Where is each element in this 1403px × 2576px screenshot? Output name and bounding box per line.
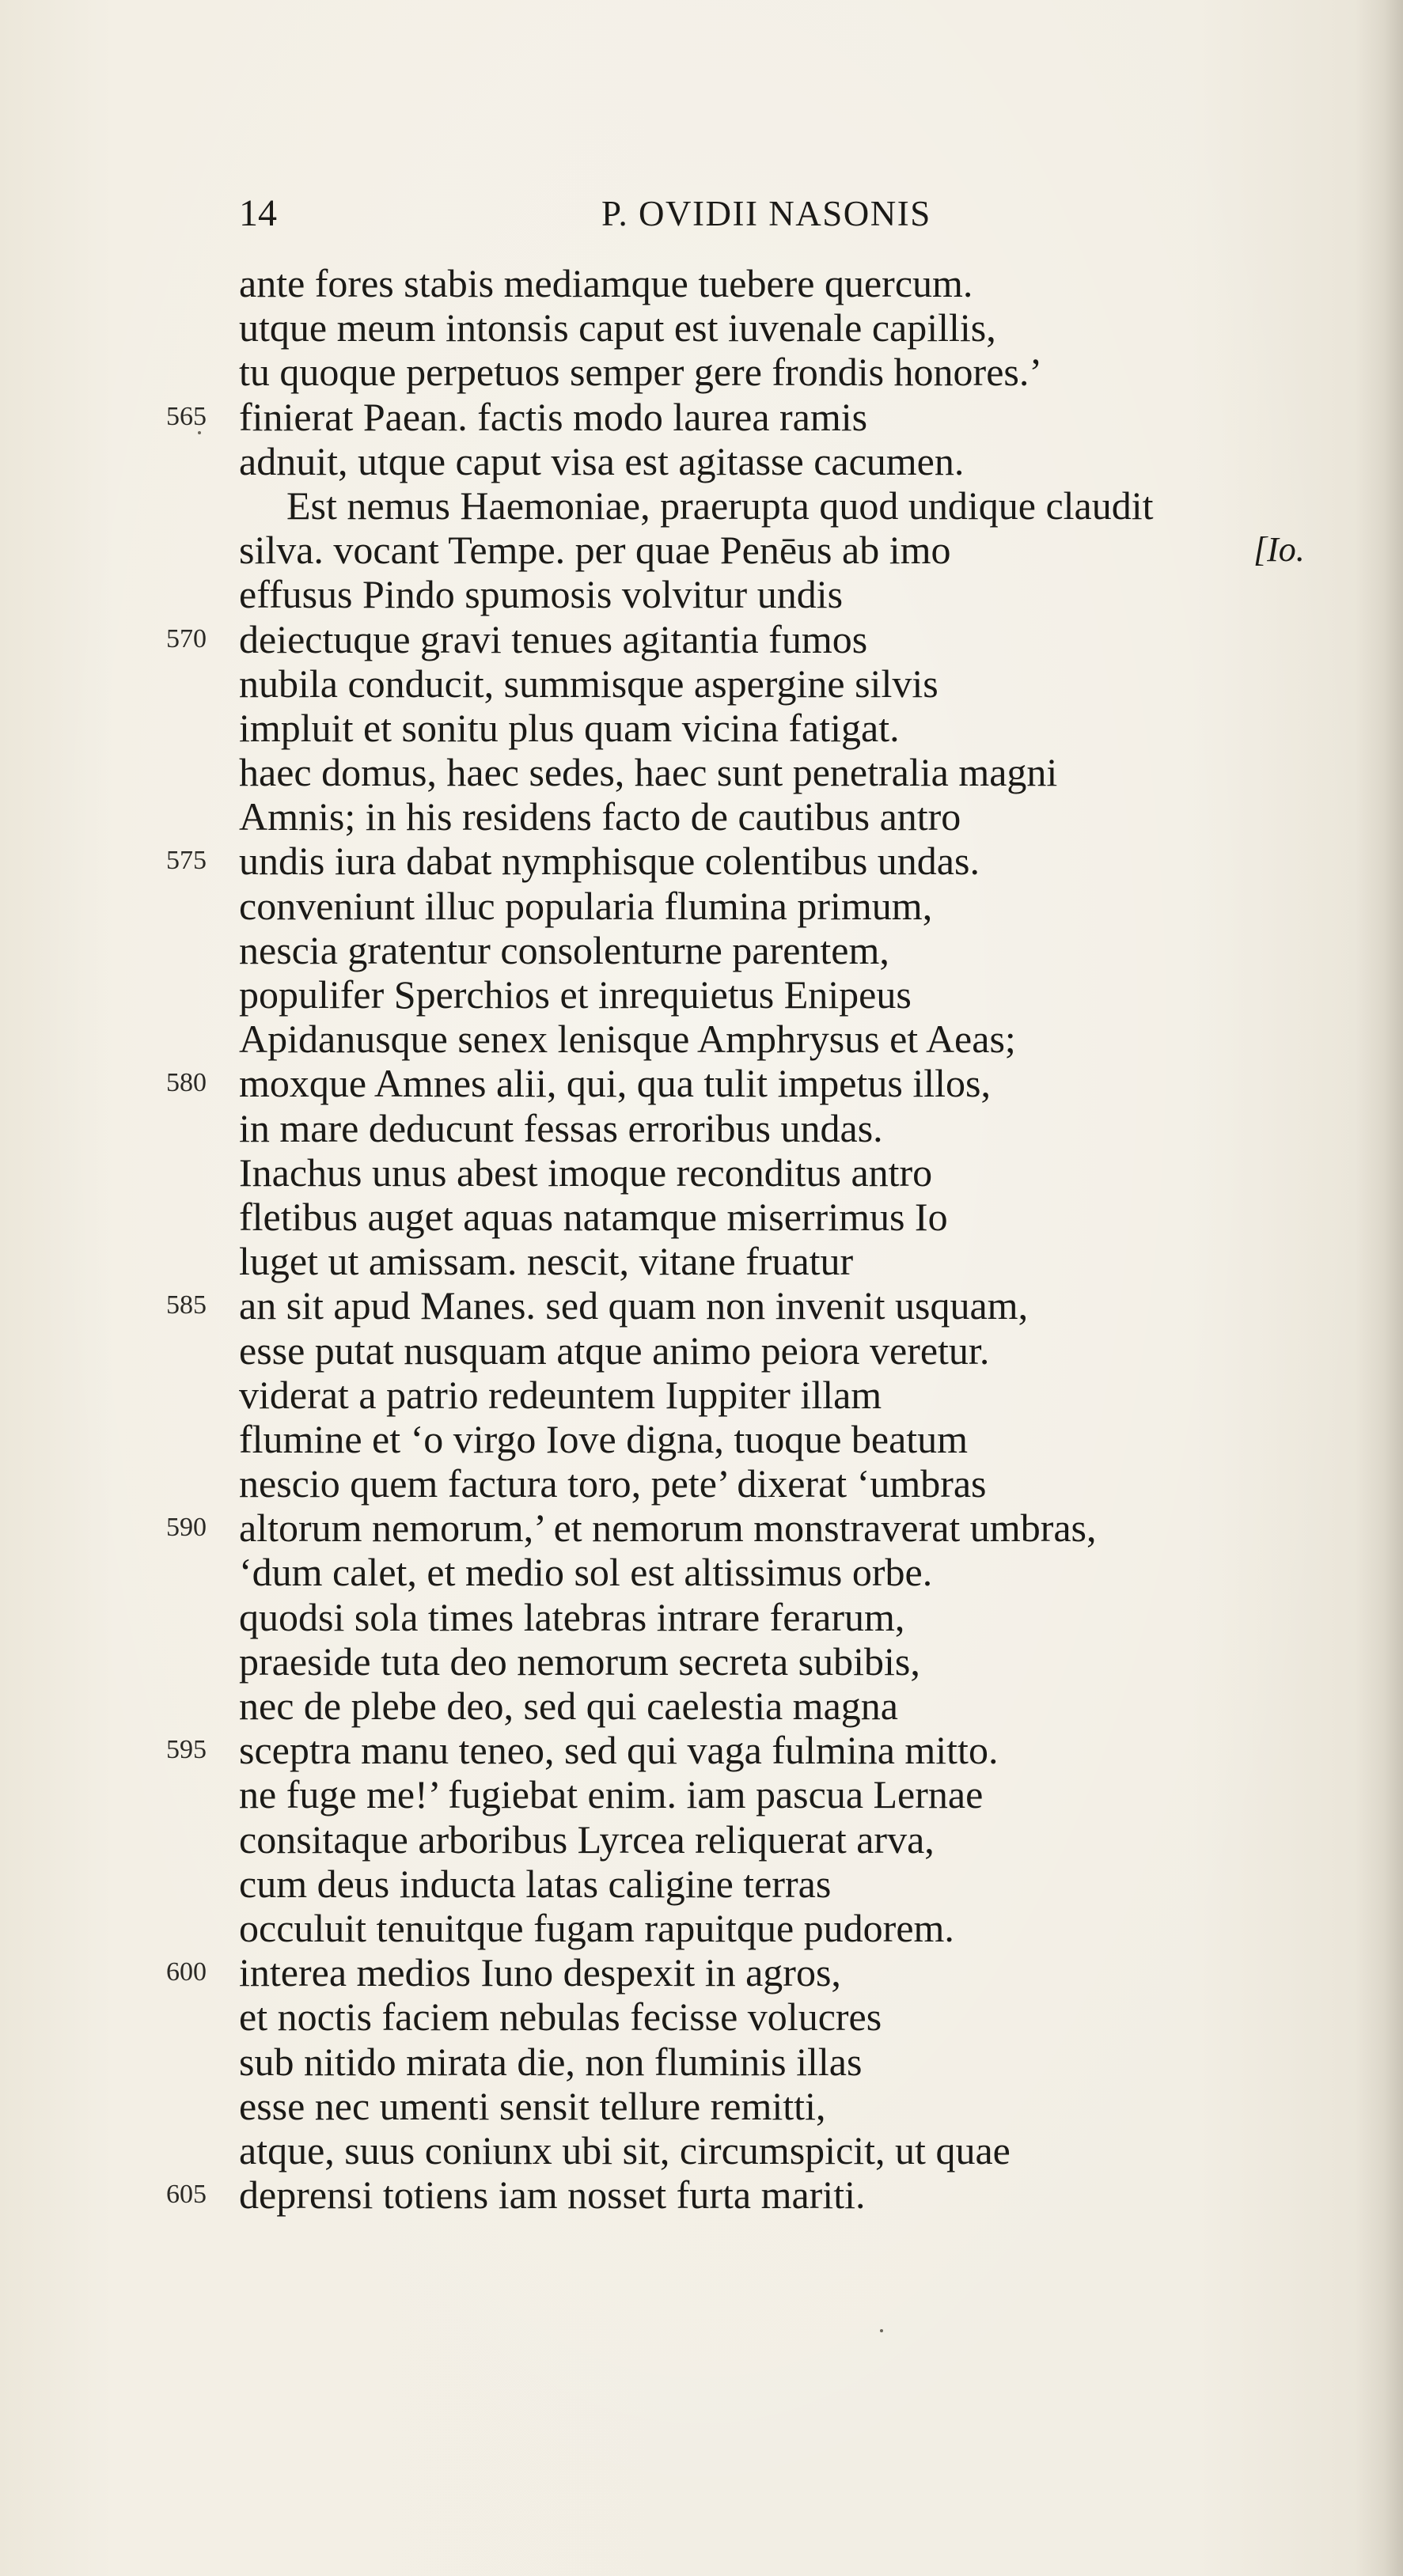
verse-text: Est nemus Haemoniae, praerupta quod undique claudit — [286, 483, 1154, 528]
marginal-note: [Io. — [1253, 530, 1305, 570]
verse-line — [0, 350, 1403, 394]
verse-line — [0, 2173, 1403, 2217]
verse-line — [0, 439, 1403, 483]
verse-text: viderat a patrio redeuntem Iuppiter illam — [239, 1372, 882, 1417]
verse-text: impluit et sonitu plus quam vicina fatigat. — [239, 705, 900, 750]
line-number: 595 — [166, 1735, 207, 1765]
verse-text: conveniunt illuc popularia flumina primum, — [239, 883, 933, 928]
verse-text: nescio quem factura toro, pete’ dixerat ‘umbras — [239, 1461, 987, 1506]
verse-line — [0, 1906, 1403, 1950]
verse-line — [0, 884, 1403, 928]
line-number: 575 — [166, 846, 207, 876]
verse-line — [0, 1017, 1403, 1061]
verse-line — [0, 1506, 1403, 1550]
verse-line — [0, 750, 1403, 794]
verse-line — [0, 1061, 1403, 1105]
verse-text: undis iura dabat nymphisque colentibus undas. — [239, 839, 980, 884]
verse-text: praeside tuta deo nemorum secreta subibis, — [239, 1638, 920, 1684]
verse-line — [0, 1417, 1403, 1461]
verse-line — [0, 483, 1403, 528]
verse-text: nubila conducit, summisque aspergine silvis — [239, 661, 938, 706]
verse-text: consitaque arboribus Lyrcea reliquerat arva, — [239, 1816, 935, 1862]
verse-line — [0, 1150, 1403, 1195]
verse-line — [0, 1550, 1403, 1594]
verse-text: interea medios Iuno despexit in agros, — [239, 1950, 841, 1995]
verse-text: sub nitido mirata die, non fluminis illas — [239, 2039, 863, 2084]
verse-text: populifer Sperchios et inrequietus Enipeus — [239, 972, 912, 1017]
verse-text: quodsi sola times latebras intrare ferarum, — [239, 1594, 905, 1639]
verse-line — [0, 972, 1403, 1017]
verse-text: nec de plebe deo, sed qui caelestia magna — [239, 1684, 898, 1728]
verse-text: esse nec umenti sensit tellure remitti, — [239, 2083, 826, 2128]
verse-line — [0, 1684, 1403, 1728]
line-number: 605 — [166, 2180, 207, 2210]
verse-line — [0, 1239, 1403, 1283]
page-number: 14 — [239, 192, 277, 234]
verse-text: adnuit, utque caput visa est agitasse cacumen. — [239, 438, 965, 483]
line-number: 580 — [166, 1068, 207, 1098]
line-number: 585 — [166, 1290, 207, 1320]
verse-line — [0, 1639, 1403, 1684]
line-number: 600 — [166, 1957, 207, 1987]
verse-text: esse putat nusquam atque animo peiora veretur. — [239, 1328, 990, 1373]
verse-text: an sit apud Manes. sed quam non invenit usquam, — [239, 1283, 1029, 1328]
line-number: 570 — [166, 623, 207, 653]
verse-line — [0, 1728, 1403, 1772]
verse-line — [0, 1772, 1403, 1816]
verse-line — [0, 1283, 1403, 1328]
verse-text: deiectuque gravi tenues agitantia fumos — [239, 616, 868, 661]
verse-text: tu quoque perpetuos semper gere frondis honores.’ — [239, 350, 1042, 395]
verse-text: deprensi totiens iam nosset furta mariti. — [239, 2173, 866, 2218]
verse-line — [0, 1817, 1403, 1862]
verse-text: effusus Pindo spumosis volvitur undis — [239, 572, 844, 617]
verse-text: haec domus, haec sedes, haec sunt penetralia magni — [239, 750, 1058, 795]
verse-text: sceptra manu teneo, sed qui vaga fulmina mitto. — [239, 1728, 999, 1773]
verse-line — [0, 528, 1403, 572]
verse-text: moxque Amnes alii, qui, qua tulit impetus illos, — [239, 1061, 991, 1106]
verse-line — [0, 2040, 1403, 2084]
verse-line — [0, 794, 1403, 839]
verse-text: in mare deducunt fessas erroribus undas. — [239, 1105, 883, 1150]
verse-block — [0, 261, 1403, 2217]
verse-text: nescia gratentur consolenturne parentem, — [239, 927, 889, 972]
line-number: 565 — [166, 401, 207, 431]
page-header — [0, 190, 1403, 237]
verse-text: altorum nemorum,’ et nemorum monstraverat umbras, — [239, 1506, 1097, 1551]
verse-text: atque, suus coniunx ubi sit, circumspicit, ut quae — [239, 2127, 1011, 2173]
verse-line — [0, 1461, 1403, 1506]
verse-text: cum deus inducta latas caligine terras — [239, 1861, 832, 1906]
verse-line — [0, 706, 1403, 750]
verse-text: silva. vocant Tempe. per quae Penēus ab imo — [239, 528, 951, 573]
verse-line — [0, 928, 1403, 972]
verse-line — [0, 305, 1403, 350]
verse-line — [0, 572, 1403, 616]
page-speck — [198, 431, 201, 434]
verse-text: ante fores stabis mediamque tuebere quercum. — [239, 261, 973, 305]
running-head: P. OVIDII NASONIS — [601, 194, 931, 233]
verse-text: finierat Paean. factis modo laurea ramis — [239, 394, 868, 439]
verse-line — [0, 2084, 1403, 2128]
verse-text: flumine et ‘o virgo Iove digna, tuoque beatum — [239, 1416, 969, 1461]
verse-line — [0, 395, 1403, 439]
line-number: 590 — [166, 1513, 207, 1543]
verse-text: utque meum intonsis caput est iuvenale capillis, — [239, 305, 996, 350]
verse-text: ne fuge me!’ fugiebat enim. iam pascua Lernae — [239, 1772, 984, 1817]
verse-line — [0, 1106, 1403, 1150]
verse-line — [0, 1862, 1403, 1906]
verse-text: Apidanusque senex lenisque Amphrysus et Aeas; — [239, 1017, 1016, 1062]
verse-line — [0, 1595, 1403, 1639]
verse-text: Amnis; in his residens facto de cautibus antro — [239, 794, 961, 839]
verse-text: occuluit tenuitque fugam rapuitque pudorem. — [239, 1905, 954, 1950]
verse-line — [0, 1373, 1403, 1417]
verse-text: fletibus auget aquas natamque miserrimus Io — [239, 1194, 948, 1239]
page-speck — [880, 2329, 883, 2332]
verse-line — [0, 2128, 1403, 2173]
verse-text: ‘dum calet, et medio sol est altissimus orbe. — [239, 1550, 933, 1595]
verse-line — [0, 1328, 1403, 1373]
verse-line — [0, 661, 1403, 706]
verse-text: luget ut amissam. nescit, vitane fruatur — [239, 1239, 854, 1284]
verse-line — [0, 617, 1403, 661]
verse-line — [0, 1995, 1403, 2039]
verse-text: Inachus unus abest imoque reconditus antro — [239, 1150, 933, 1195]
verse-line — [0, 261, 1403, 305]
verse-line — [0, 1950, 1403, 1995]
verse-line — [0, 839, 1403, 883]
verse-line — [0, 1195, 1403, 1239]
verse-text: et noctis faciem nebulas fecisse volucres — [239, 1995, 882, 2040]
